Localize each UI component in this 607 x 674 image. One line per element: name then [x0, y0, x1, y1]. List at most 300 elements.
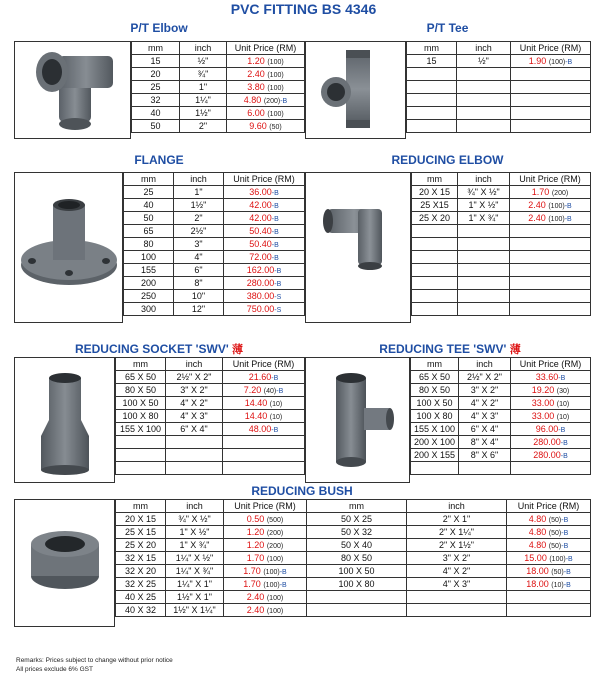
price-value: 14.40 — [244, 411, 268, 421]
reducing-tee-title-text: REDUCING TEE 'SWV' — [379, 342, 507, 356]
unit-price-cell — [227, 81, 305, 94]
size-mm-cell: 32 X 25 — [116, 578, 166, 591]
size-inch-cell: 6" X 4" — [166, 423, 223, 436]
size-inch-cell: 1¼" X ¾" — [166, 565, 224, 578]
unit-price-cell — [227, 55, 305, 68]
column-header: Unit Price (RM) — [224, 173, 305, 186]
size-inch-cell: 1" — [180, 81, 227, 94]
size-mm-cell: 155 — [124, 264, 174, 277]
price-value: 2.40 — [247, 69, 265, 79]
table-row — [132, 107, 305, 120]
stock-code: -B — [561, 543, 569, 550]
size-mm-cell: 32 X 15 — [116, 552, 166, 565]
reducing-socket-table — [115, 357, 305, 475]
empty-cell — [412, 251, 458, 264]
table-row — [307, 578, 591, 591]
empty-cell — [407, 591, 507, 604]
unit-price-cell — [511, 410, 591, 423]
column-header: inch — [166, 500, 224, 513]
reducing-elbow-image — [305, 172, 411, 323]
price-value: 42.00 — [249, 200, 272, 210]
unit-price-cell — [224, 539, 307, 552]
unit-price-cell — [224, 277, 305, 290]
stock-code: -B — [271, 427, 279, 434]
price-value: 18.00 — [526, 566, 549, 576]
table-row — [116, 423, 305, 436]
unit-price-cell — [510, 199, 591, 212]
empty-row — [116, 462, 305, 475]
empty-cell — [166, 462, 223, 475]
size-mm-cell: 25 X 20 — [116, 539, 166, 552]
price-value: 2.40 — [246, 592, 265, 602]
size-mm-cell: 25 X 20 — [412, 212, 458, 225]
pack-qty: (100) — [263, 569, 280, 576]
stock-code: -B — [565, 556, 573, 563]
price-value: 1.70 — [243, 579, 261, 589]
column-header: mm — [132, 42, 180, 55]
table-row — [116, 565, 307, 578]
size-inch-cell: 4" X 3" — [459, 410, 511, 423]
empty-cell — [457, 81, 511, 94]
table-header-row — [116, 500, 307, 513]
size-mm-cell: 250 — [124, 290, 174, 303]
unit-price-cell — [224, 578, 307, 591]
size-mm-cell: 200 X 100 — [411, 436, 459, 449]
table-row — [124, 303, 305, 316]
unit-price-cell — [511, 397, 591, 410]
pack-qty: (100) — [548, 203, 565, 210]
unit-price-cell — [507, 552, 591, 565]
unit-price-cell — [511, 449, 591, 462]
unit-price-cell — [224, 251, 305, 264]
price-value: 162.00 — [246, 265, 275, 275]
price-value: 4.80 — [528, 514, 547, 524]
unit-price-cell — [224, 565, 307, 578]
size-inch-cell: 1¼" — [180, 94, 227, 107]
column-header: Unit Price (RM) — [510, 173, 591, 186]
size-mm-cell: 50 — [124, 212, 174, 225]
pack-qty: (100) — [267, 59, 284, 66]
empty-cell — [307, 604, 407, 617]
table-row — [124, 225, 305, 238]
price-value: 280.00 — [533, 450, 561, 460]
size-mm-cell: 20 X 15 — [116, 513, 166, 526]
table-row — [132, 68, 305, 81]
size-inch-cell: ¾" X ½" — [166, 513, 224, 526]
size-mm-cell: 25 — [124, 186, 174, 199]
empty-row — [307, 591, 591, 604]
unit-price-cell — [511, 423, 591, 436]
size-mm-cell: 40 — [124, 199, 174, 212]
price-value: 15.00 — [524, 553, 547, 563]
reducing-tee-table — [410, 357, 591, 475]
table-header-row — [124, 173, 305, 186]
stock-code: -B — [274, 268, 282, 275]
size-inch-cell: ¾" — [180, 68, 227, 81]
size-mm-cell: 100 X 50 — [116, 397, 166, 410]
reducing-bush-table-left — [115, 499, 307, 617]
empty-cell — [166, 436, 223, 449]
column-header: inch — [407, 500, 507, 513]
unit-price-cell — [511, 55, 591, 68]
size-mm-cell: 100 X 80 — [411, 410, 459, 423]
size-inch-cell: 2" X 1" — [407, 513, 507, 526]
table-row — [407, 55, 591, 68]
table-row — [124, 199, 305, 212]
size-mm-cell: 100 X 50 — [411, 397, 459, 410]
empty-cell — [223, 462, 305, 475]
size-mm-cell: 50 X 40 — [307, 539, 407, 552]
stock-code: -B — [560, 440, 568, 447]
unit-price-cell — [510, 212, 591, 225]
table-row — [124, 251, 305, 264]
size-inch-cell: 4" X 2" — [166, 397, 223, 410]
size-inch-cell: 1½" — [174, 199, 224, 212]
table-header-row — [412, 173, 591, 186]
size-mm-cell: 300 — [124, 303, 174, 316]
size-mm-cell: 40 X 25 — [116, 591, 166, 604]
empty-cell — [407, 120, 457, 133]
size-inch-cell: 4" X 2" — [407, 565, 507, 578]
size-inch-cell: 3" X 2" — [407, 552, 507, 565]
table-row — [124, 264, 305, 277]
column-header: Unit Price (RM) — [511, 42, 591, 55]
unit-price-cell — [224, 526, 307, 539]
price-value: 2.40 — [528, 200, 546, 210]
stock-code: -B — [271, 190, 279, 197]
unit-price-cell — [224, 290, 305, 303]
price-value: 4.80 — [243, 95, 262, 105]
size-inch-cell: ¾" X ½" — [458, 186, 510, 199]
empty-cell — [458, 251, 510, 264]
reducing-socket-title-cn: 薄 — [232, 344, 244, 356]
unit-price-cell — [223, 410, 305, 423]
empty-cell — [511, 462, 591, 475]
price-value: 750.00 — [246, 304, 275, 314]
size-inch-cell: 8" X 4" — [459, 436, 511, 449]
size-mm-cell: 50 X 32 — [307, 526, 407, 539]
size-mm-cell: 25 — [132, 81, 180, 94]
column-header: inch — [458, 173, 510, 186]
pt-elbow-image — [14, 41, 131, 139]
column-header: Unit Price (RM) — [227, 42, 305, 55]
column-header: mm — [116, 358, 166, 371]
table-row — [116, 371, 305, 384]
empty-cell — [407, 604, 507, 617]
size-mm-cell: 80 X 50 — [307, 552, 407, 565]
empty-cell — [511, 94, 591, 107]
size-inch-cell: 6" X 4" — [459, 423, 511, 436]
stock-code: -B — [563, 582, 571, 589]
empty-cell — [166, 449, 223, 462]
size-mm-cell: 65 X 50 — [116, 371, 166, 384]
table-row — [116, 410, 305, 423]
price-value: 18.00 — [526, 579, 549, 589]
size-mm-cell: 40 — [132, 107, 180, 120]
empty-cell — [459, 462, 511, 475]
table-row — [411, 384, 591, 397]
empty-row — [412, 303, 591, 316]
remark-line: Remarks: Prices subject to change without prior notice — [16, 657, 173, 664]
empty-cell — [510, 290, 591, 303]
empty-cell — [458, 225, 510, 238]
unit-price-cell — [510, 186, 591, 199]
price-value: 33.60 — [535, 372, 559, 382]
table-row — [124, 238, 305, 251]
empty-row — [407, 81, 591, 94]
empty-row — [307, 604, 591, 617]
stock-code: -B — [558, 375, 566, 382]
table-row — [116, 526, 307, 539]
price-value: 9.60 — [249, 121, 267, 131]
size-mm-cell: 80 X 50 — [116, 384, 166, 397]
size-inch-cell: 1" — [174, 186, 224, 199]
stock-code: -B — [560, 453, 568, 460]
size-inch-cell: 8" X 6" — [459, 449, 511, 462]
unit-price-cell — [223, 384, 305, 397]
unit-price-cell — [507, 539, 591, 552]
stock-code: -B — [271, 375, 279, 382]
size-inch-cell: 4" — [174, 251, 224, 264]
table-row — [116, 552, 307, 565]
unit-price-cell — [227, 94, 305, 107]
empty-cell — [457, 68, 511, 81]
size-inch-cell: 4" X 3" — [407, 578, 507, 591]
empty-row — [412, 225, 591, 238]
stock-code: -B — [561, 530, 569, 537]
price-value: 48.00 — [248, 424, 272, 434]
pack-qty: (50) — [548, 530, 562, 537]
reducing-socket-image — [14, 357, 115, 483]
empty-cell — [507, 591, 591, 604]
stock-code: -B — [565, 59, 573, 66]
section-title-reducing-socket — [14, 341, 304, 357]
unit-price-cell — [224, 186, 305, 199]
table-row — [124, 212, 305, 225]
price-value: 1.20 — [246, 527, 265, 537]
stock-code: -B — [271, 229, 279, 236]
stock-code: -B — [271, 203, 279, 210]
size-inch-cell: ½" — [457, 55, 511, 68]
pack-qty: (40) — [263, 388, 277, 395]
size-inch-cell: 1¼" X ½" — [166, 552, 224, 565]
empty-cell — [307, 591, 407, 604]
price-value: 4.80 — [528, 540, 547, 550]
column-header: inch — [457, 42, 511, 55]
pack-qty: (10) — [556, 414, 570, 421]
price-value: 21.60 — [248, 372, 272, 382]
column-header: mm — [124, 173, 174, 186]
unit-price-cell — [507, 513, 591, 526]
empty-cell — [407, 107, 457, 120]
pack-qty: (10) — [551, 582, 564, 589]
empty-row — [412, 277, 591, 290]
size-inch-cell: 2½" X 2" — [459, 371, 511, 384]
pack-qty: (200) — [266, 530, 284, 537]
empty-row — [411, 462, 591, 475]
empty-cell — [511, 68, 591, 81]
empty-cell — [510, 225, 591, 238]
unit-price-cell — [511, 436, 591, 449]
price-value: 96.00 — [535, 424, 559, 434]
table-header-row — [307, 500, 591, 513]
empty-cell — [457, 107, 511, 120]
table-row — [412, 186, 591, 199]
pack-qty: (100) — [548, 59, 566, 66]
empty-cell — [407, 81, 457, 94]
table-row — [307, 526, 591, 539]
empty-row — [412, 290, 591, 303]
column-header: mm — [407, 42, 457, 55]
size-inch-cell: 4" X 2" — [459, 397, 511, 410]
size-mm-cell: 100 — [124, 251, 174, 264]
table-row — [116, 539, 307, 552]
price-value: 1.70 — [246, 553, 265, 563]
size-mm-cell: 50 X 25 — [307, 513, 407, 526]
reducing-bush-table-right — [306, 499, 591, 617]
empty-cell — [412, 290, 458, 303]
empty-row — [116, 449, 305, 462]
remarks — [16, 656, 173, 674]
pack-qty: (100) — [267, 111, 284, 118]
price-value: 7.20 — [243, 385, 262, 395]
unit-price-cell — [224, 225, 305, 238]
stock-code: -B — [564, 216, 572, 223]
size-mm-cell: 20 — [132, 68, 180, 81]
size-mm-cell: 200 X 155 — [411, 449, 459, 462]
pt-tee-image — [305, 41, 406, 139]
pack-qty: (100) — [267, 72, 284, 79]
table-row — [411, 371, 591, 384]
empty-cell — [116, 462, 166, 475]
unit-price-cell — [507, 526, 591, 539]
empty-cell — [223, 436, 305, 449]
unit-price-cell — [224, 264, 305, 277]
empty-cell — [116, 436, 166, 449]
stock-code: -B — [279, 582, 287, 589]
table-row — [116, 397, 305, 410]
size-inch-cell: 1" X ½" — [166, 526, 224, 539]
size-inch-cell: ½" — [180, 55, 227, 68]
size-inch-cell: 12" — [174, 303, 224, 316]
price-value: 1.70 — [243, 566, 261, 576]
flange-image — [14, 172, 123, 323]
price-value: 50.40 — [249, 226, 272, 236]
size-inch-cell: 2" X 1¼" — [407, 526, 507, 539]
size-mm-cell: 15 — [132, 55, 180, 68]
table-row — [124, 290, 305, 303]
empty-row — [412, 264, 591, 277]
stock-code: -B — [276, 388, 284, 395]
column-header: Unit Price (RM) — [511, 358, 591, 371]
size-inch-cell: 3" — [174, 238, 224, 251]
stock-code: -B — [280, 98, 288, 105]
table-row — [411, 449, 591, 462]
empty-cell — [458, 303, 510, 316]
empty-cell — [458, 264, 510, 277]
table-row — [132, 120, 305, 133]
price-value: 380.00 — [246, 291, 275, 301]
section-title-flange: FLANGE — [134, 153, 184, 167]
empty-cell — [510, 277, 591, 290]
size-inch-cell: 3" X 2" — [166, 384, 223, 397]
unit-price-cell — [224, 591, 307, 604]
unit-price-cell — [227, 107, 305, 120]
size-inch-cell: 1" X ¾" — [166, 539, 224, 552]
unit-price-cell — [224, 552, 307, 565]
pack-qty: (200) — [266, 543, 284, 550]
stock-code: -S — [274, 294, 282, 301]
unit-price-cell — [223, 371, 305, 384]
reducing-tee-title-cn: 薄 — [509, 344, 521, 356]
size-mm-cell: 155 X 100 — [116, 423, 166, 436]
empty-cell — [412, 277, 458, 290]
unit-price-cell — [223, 397, 305, 410]
table-row — [411, 436, 591, 449]
unit-price-cell — [224, 513, 307, 526]
empty-cell — [511, 120, 591, 133]
section-title-pt-tee: P/T Tee — [426, 21, 469, 35]
price-value: 1.70 — [531, 187, 550, 197]
size-inch-cell: 1½" X 1" — [166, 591, 224, 604]
pack-qty: (100) — [263, 582, 280, 589]
size-inch-cell: 2½" — [174, 225, 224, 238]
empty-cell — [407, 94, 457, 107]
empty-cell — [511, 107, 591, 120]
price-value: 2.40 — [246, 605, 265, 615]
reducing-bush-image — [14, 499, 115, 627]
unit-price-cell — [511, 384, 591, 397]
size-inch-cell: 1" X ½" — [458, 199, 510, 212]
price-value: 280.00 — [246, 278, 275, 288]
empty-cell — [510, 264, 591, 277]
empty-cell — [458, 238, 510, 251]
pack-qty: (100) — [549, 556, 566, 563]
size-mm-cell: 100 X 80 — [307, 578, 407, 591]
size-inch-cell: 4" X 3" — [166, 410, 223, 423]
pack-qty: (500) — [266, 517, 284, 524]
column-header: mm — [411, 358, 459, 371]
pack-qty: (200) — [263, 98, 281, 105]
size-mm-cell: 15 — [407, 55, 457, 68]
unit-price-cell — [227, 120, 305, 133]
empty-cell — [412, 238, 458, 251]
size-inch-cell: 1" X ¾" — [458, 212, 510, 225]
price-value: 3.80 — [247, 82, 265, 92]
table-row — [307, 552, 591, 565]
size-mm-cell: 32 — [132, 94, 180, 107]
pack-qty: (100) — [266, 556, 284, 563]
size-inch-cell: 8" — [174, 277, 224, 290]
column-header: mm — [307, 500, 407, 513]
table-row — [307, 539, 591, 552]
table-row — [132, 55, 305, 68]
price-value: 36.00 — [249, 187, 272, 197]
reducing-socket-title-text: REDUCING SOCKET 'SWV' — [74, 342, 229, 356]
empty-cell — [458, 290, 510, 303]
pack-qty: (50) — [548, 543, 562, 550]
stock-code: -B — [563, 569, 571, 576]
size-inch-cell: 2" — [180, 120, 227, 133]
column-header: inch — [459, 358, 511, 371]
stock-code: -B — [271, 255, 279, 262]
empty-cell — [116, 449, 166, 462]
unit-price-cell — [224, 604, 307, 617]
size-mm-cell: 80 — [124, 238, 174, 251]
price-value: 72.00 — [249, 252, 272, 262]
table-row — [412, 212, 591, 225]
empty-cell — [223, 449, 305, 462]
